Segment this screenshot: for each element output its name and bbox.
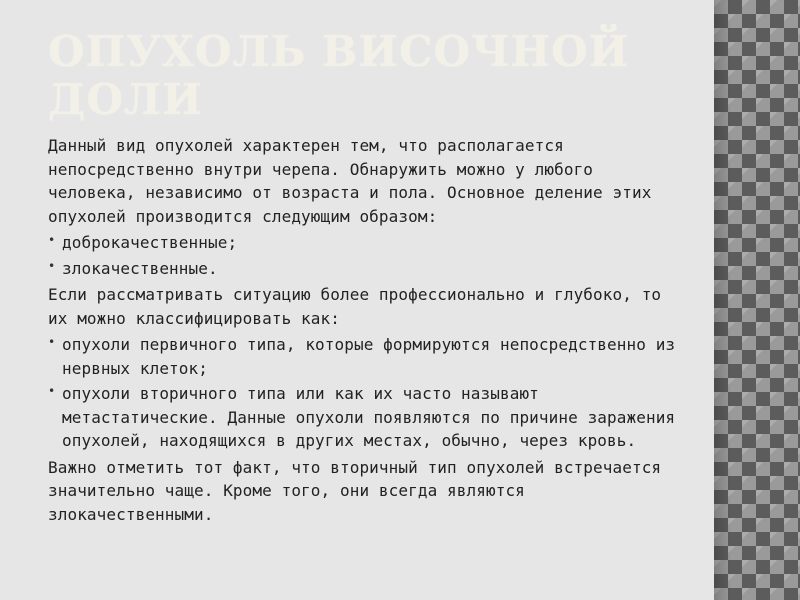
classification-list [48, 333, 688, 453]
bullet-dot-icon: • [48, 233, 56, 247]
conclusion-paragraph: Важно отметить тот факт, что вторичный тип опухолей встречается значительно чаще. Кроме того, они всегда являются злокачественными. [48, 457, 662, 524]
tumor-type-list [48, 231, 688, 280]
bullet-dot-icon: • [48, 335, 56, 349]
list-item [48, 382, 688, 453]
bullet-dot-icon: • [48, 384, 56, 398]
list-item [48, 333, 688, 380]
list-item-text: доброкачественные; [62, 233, 238, 252]
bullet-dot-icon: • [48, 258, 56, 273]
list-item [48, 257, 688, 281]
list-item [48, 231, 688, 255]
middle-paragraph: Если рассматривать ситуацию более профессионально и глубоко, то их можно классифицировать как: [48, 285, 662, 328]
slide-title: ОПУХОЛЬ ВИСОЧНОЙ ДОЛИ [48, 27, 630, 124]
decorative-pattern-strip [714, 0, 800, 600]
list-item-text: злокачественные. [62, 258, 218, 278]
list-item-text: опухоли первичного типа, которые формируются непосредственно из нервных клеток; [62, 335, 676, 378]
list-item-text: опухоли вторичного типа или как их часто называют метастатические. Данные опухоли появляются по причине заражения опухолей, находящихся в других местах, обычно, через кровь. [62, 384, 676, 450]
slide-body [48, 134, 688, 529]
intro-paragraph: Данный вид опухолей характерен тем, что располагается непосредственно внутри черепа. Обнаружить можно у любого человека, независимо от возраста и пола. Основное деление этих опухолей производится следующим образом: [48, 136, 652, 226]
